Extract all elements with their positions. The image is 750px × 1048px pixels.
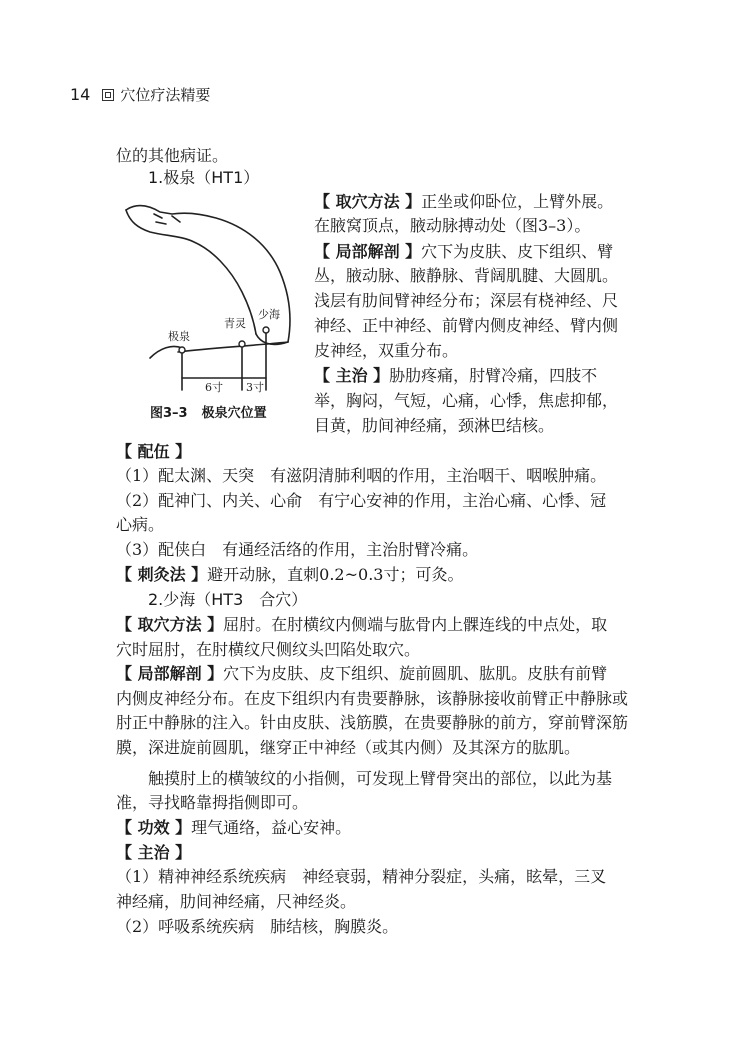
text-span: 屈肘。在肘横纹内侧端与肱骨内上髁连线的中点处，取 [223,615,608,634]
text-line [116,841,191,865]
label-pei-wu: 【 配伍 】 [116,442,192,461]
text-line: 举，胸闷，气短，心痛，心悸，焦虑抑郁， [314,391,619,410]
text-line: 肘正中静脉的注入。针由皮肤、浅筋膜，在贵要静脉的前方，穿前臂深筋 [116,713,629,732]
book-title: 穴位疗法精要 [120,86,211,104]
figure-caption [150,402,281,421]
text-line: 穴时屈肘，在肘横纹尺侧纹头凹陷处取穴。 [116,640,421,659]
label-ju-bu-jie-pou: 【 局部解剖 】 [314,242,422,261]
text-line: 膜，深进旋前圆肌，继穿正中神经（或其内侧）及其深方的肱肌。 [116,738,581,757]
running-head [70,84,210,105]
text-line: 触摸肘上的横皱纹的小指侧，可发现上臂骨突出的部位，以此为基 [148,769,613,788]
label-gong-xiao: 【 功效 】 [116,818,192,837]
figure-number: 图3–3 [150,406,188,421]
label-jiquan: 极泉 [168,330,190,343]
text-line [314,364,597,388]
figure-arm-illustration [120,192,300,402]
text-line [116,613,607,637]
text-line: （2）配神门、内关、心俞 有宁心安神的作用，主治心痛、心悸、冠 [116,491,607,510]
text-span: 正坐或仰卧位，上臂外展。 [421,192,614,211]
text-line: 准，寻找略靠拇指侧即可。 [116,793,309,812]
text-line: 在腋窝顶点，腋动脉搏动处（图3–3）。 [314,216,591,235]
text-span: 胁肋疼痛，肘臂冷痛，四肢不 [389,366,598,385]
dimension-3cun: 3寸 [246,381,264,394]
text-line: 皮神经，双重分布。 [314,341,459,360]
text-line: （1）精神神经系统疾病 神经衰弱，精神分裂症，头痛，眩晕，三叉 [116,867,607,886]
text-line: 目黄，肋间神经痛，颈淋巴结核。 [314,416,555,435]
label-ju-bu-jie-pou-2: 【 局部解剖 】 [116,664,224,683]
text-line: （1）配太渊、天突 有滋阴清肺利咽的作用，主治咽干、咽喉肿痛。 [116,466,607,485]
text-span: 穴下为皮肤、皮下组织、臂 [421,242,614,261]
text-line: 神经、正中神经、前臂内侧皮神经、臂内侧 [314,316,619,335]
label-qu-xue: 【 取穴方法 】 [314,192,422,211]
text-line: 丛，腋动脉、腋静脉、背阔肌腱、大圆肌。 [314,266,619,285]
text-line: 位的其他病证。 [116,146,229,165]
label-qingling: 青灵 [224,317,246,330]
label-zhu-zhi: 【 主治 】 [314,366,390,385]
text-span: 理气通络，益心安神。 [191,818,352,837]
page-number: 14 [70,85,91,104]
text-line: （2）呼吸系统疾病 肺结核，胸膜炎。 [116,917,399,936]
label-qu-xue-2: 【 取穴方法 】 [116,615,224,634]
label-ci-jiu-fa: 【 刺灸法 】 [116,565,208,584]
text-line [116,662,607,686]
text-span: 避开动脉，直刺0.2~0.3寸；可灸。 [207,565,464,584]
text-line: 浅层有肋间臂神经分布；深层有桡神经、尺 [314,291,619,310]
header-square-icon [102,89,114,101]
label-shaohai: 少海 [258,308,280,321]
text-line: 内侧皮神经分布。在皮下组织内有贵要静脉，该静脉接收前臂正中静脉或 [116,689,629,708]
text-line [116,816,351,840]
section-heading-jiquan: 1.极泉（HT1） [148,168,260,187]
text-line [116,440,191,464]
dimension-6cun: 6寸 [205,381,223,394]
figure-title: 极泉穴位置 [201,406,267,421]
section-heading-shaohai: 2.少海（HT3 合穴） [148,590,308,609]
text-span: 穴下为皮肤、皮下组织、旋前圆肌、肱肌。皮肤有前臂 [223,664,608,683]
text-line: 神经痛，肋间神经痛，尺神经炎。 [116,892,357,911]
text-line: 心病。 [116,515,165,534]
label-zhu-zhi-2: 【 主治 】 [116,843,192,862]
text-line [314,190,613,214]
text-line: （3）配侠白 有通经活络的作用，主治肘臂冷痛。 [116,540,479,559]
text-line [314,240,613,264]
text-line [116,563,463,587]
